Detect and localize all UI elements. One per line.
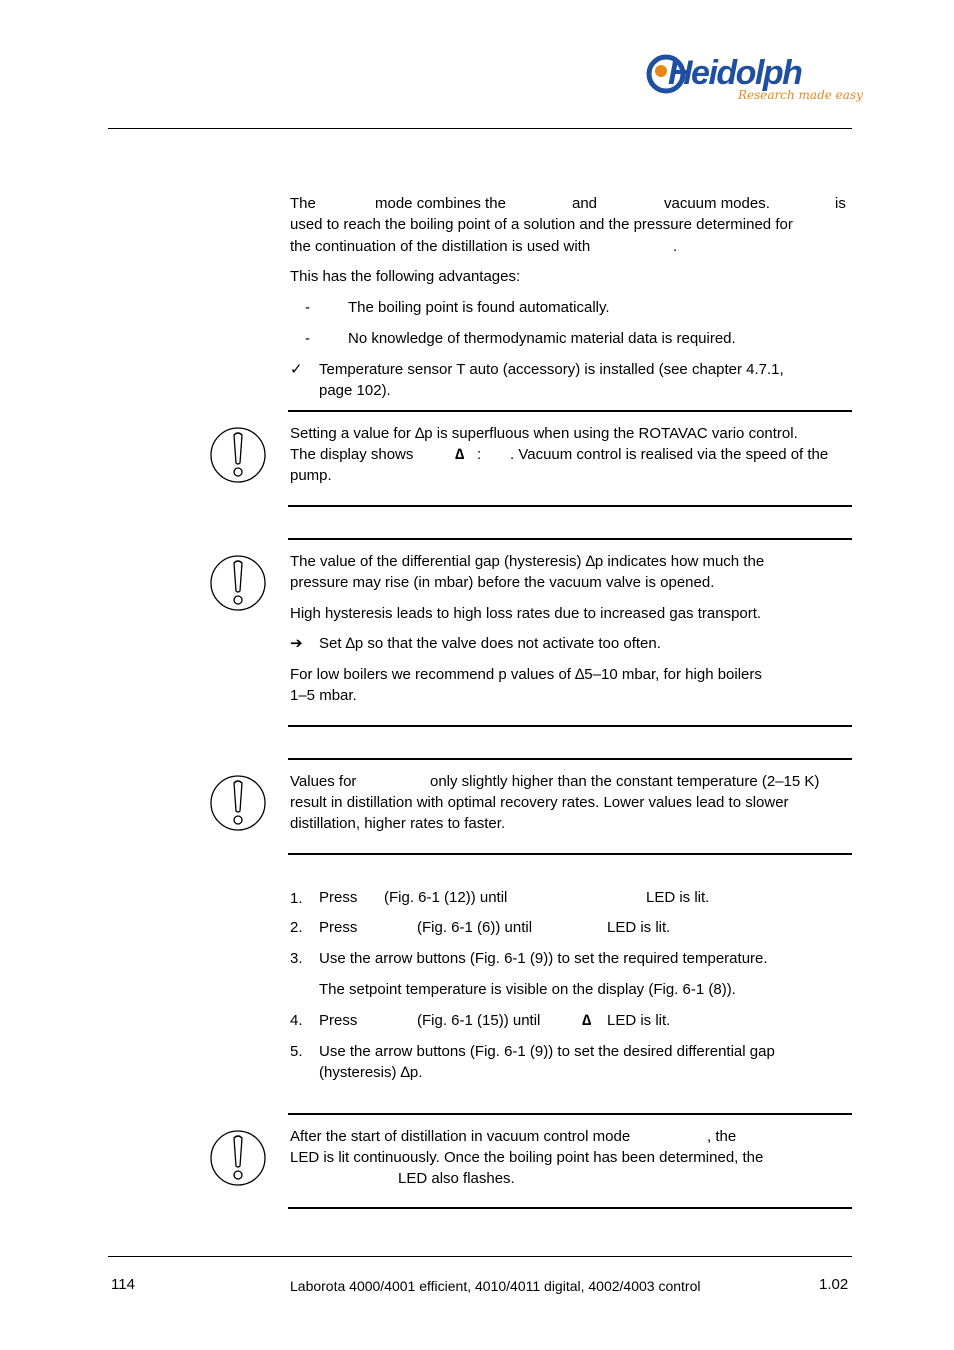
note-line: only slightly higher than the constant temperature (2–15 K)	[430, 773, 820, 790]
bullet-dash: -	[305, 330, 310, 347]
step-text: (Fig. 6-1 (15)) until	[417, 1012, 541, 1029]
advantages-title: This has the following advantages:	[290, 268, 521, 285]
brand-tagline: Research made easy	[738, 88, 863, 102]
step-number: 1.	[290, 890, 303, 907]
step-text: LED is lit.	[646, 889, 710, 906]
step-number: 2.	[290, 919, 303, 936]
note-rule	[288, 758, 852, 760]
note-line: For low boilers we recommend p values of ∆5–10 mbar, for high boilers	[290, 666, 762, 683]
bullet-dash: -	[305, 299, 310, 316]
step-text: LED is lit.	[607, 1012, 671, 1029]
prerequisite: Temperature sensor T auto (accessory) is installed (see chapter 4.7.1,	[319, 361, 784, 378]
arrow-icon: ➔	[290, 635, 303, 652]
step-number: 5.	[290, 1043, 303, 1060]
caution-icon	[209, 426, 267, 484]
brand-name: Heidolph	[668, 54, 802, 92]
note-rule	[288, 725, 852, 727]
note-line: LED is lit continuously. Once the boiling point has been determined, the	[290, 1149, 764, 1166]
note-rule	[288, 505, 852, 507]
note-line: High hysteresis leads to high loss rates due to increased gas transport.	[290, 605, 762, 622]
page-number: 114	[111, 1276, 135, 1293]
note-line: The value of the differential gap (hysteresis) ∆p indicates how much the	[290, 553, 765, 570]
step-text: (hysteresis) ∆p.	[319, 1064, 423, 1081]
step-text: (Fig. 6-1 (6)) until	[417, 919, 533, 936]
note-line: Setting a value for ∆p is superfluous when using the ROTAVAC vario control.	[290, 425, 798, 442]
intro-word: vacuum modes.	[664, 195, 770, 212]
footer-rule	[108, 1256, 852, 1257]
step-text: (Fig. 6-1 (12)) until	[384, 889, 508, 906]
step-text: LED is lit.	[607, 919, 671, 936]
delta-symbol: ∆	[582, 1012, 592, 1029]
intro-word: mode combines the	[375, 195, 506, 212]
intro-word: is	[835, 195, 846, 212]
note-line: result in distillation with optimal recovery rates. Lower values lead to slower	[290, 794, 789, 811]
note-colon: :	[477, 446, 482, 463]
intro-word: The	[290, 195, 316, 212]
caution-icon	[209, 1129, 267, 1187]
header-rule	[108, 128, 852, 129]
step-number: 3.	[290, 950, 303, 967]
list-item: No knowledge of thermodynamic material data is required.	[348, 330, 736, 347]
note-rule	[288, 410, 852, 412]
note-line: distillation, higher rates to faster.	[290, 815, 506, 832]
note-line: 1–5 mbar.	[290, 687, 357, 704]
note-line: The display shows	[290, 446, 414, 463]
caution-icon	[209, 774, 267, 832]
note-line: pressure may rise (in mbar) before the vacuum valve is opened.	[290, 574, 715, 591]
note-line: , the	[707, 1128, 737, 1145]
step-text: The setpoint temperature is visible on the display (Fig. 6-1 (8)).	[319, 981, 736, 998]
note-rule	[288, 1207, 852, 1209]
note-rule	[288, 538, 852, 540]
check-icon: ✓	[290, 361, 303, 378]
note-rule	[288, 853, 852, 855]
step-text: Press	[319, 919, 358, 936]
document-version: 1.02	[819, 1276, 849, 1293]
note-line: LED also flashes.	[398, 1170, 515, 1187]
step-text: Use the arrow buttons (Fig. 6-1 (9)) to set the desired differential gap	[319, 1043, 775, 1060]
note-line: pump.	[290, 467, 332, 484]
product-name: Laborota 4000/4001 efficient, 4010/4011 digital, 4002/4003 control	[290, 1278, 701, 1294]
prerequisite: page 102).	[319, 382, 391, 399]
note-line: After the start of distillation in vacuum control mode	[290, 1128, 631, 1145]
note-line: Values for	[290, 773, 357, 790]
intro-word: and	[572, 195, 598, 212]
intro-line: the continuation of the distillation is used with	[290, 238, 591, 255]
step-text: Press	[319, 1012, 358, 1029]
note-line: . Vacuum control is realised via the speed of the	[510, 446, 829, 463]
caution-icon	[209, 554, 267, 612]
step-text: Use the arrow buttons (Fig. 6-1 (9)) to set the required temperature.	[319, 950, 768, 967]
note-rule	[288, 1113, 852, 1115]
delta-symbol: ∆	[455, 446, 465, 463]
note-line: Set ∆p so that the valve does not activate too often.	[319, 635, 661, 652]
intro-line: .	[673, 238, 678, 255]
step-number: 4.	[290, 1012, 303, 1029]
list-item: The boiling point is found automatically.	[348, 299, 610, 316]
step-text: Press	[319, 889, 358, 906]
intro-line: used to reach the boiling point of a solution and the pressure determined for	[290, 216, 793, 233]
